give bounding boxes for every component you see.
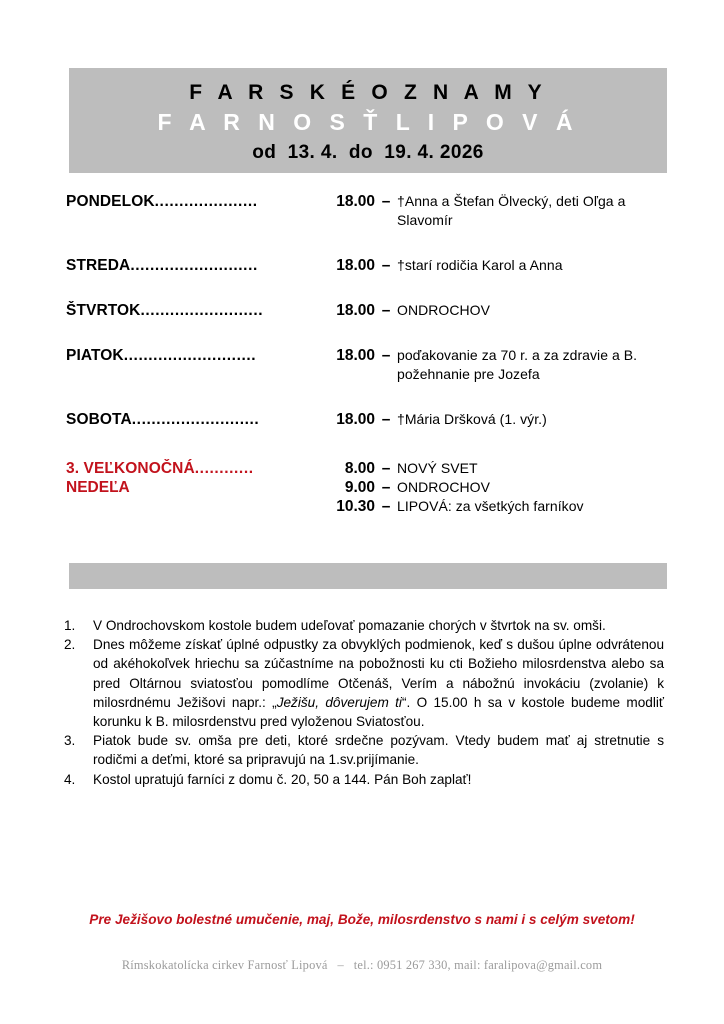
note-text-part: V Ondrochovskom kostole budem udeľovať pomazanie chorých v štvrtok na sv. omši.	[93, 618, 606, 633]
mass-time: 10.30	[336, 498, 375, 515]
footer-contact: Rímskokatolícka cirkev Farnosť Lipová – tel.: 0951 267 330, mail: faralipova@gmail.com	[121, 958, 603, 972]
list-item-text	[93, 635, 664, 731]
list-item-text	[93, 616, 664, 635]
day-name-second-line: NEDEĽA	[66, 479, 130, 496]
day-cell	[66, 301, 319, 320]
dash-separator: –	[381, 257, 391, 274]
section-divider-bar	[69, 563, 667, 589]
dot-leader: ..........................	[130, 257, 258, 274]
mass-time: 8.00	[344, 460, 375, 477]
schedule-row	[0, 346, 724, 384]
mass-schedule	[0, 192, 724, 516]
day-cell	[66, 459, 319, 478]
mass-time: 9.00	[344, 479, 375, 496]
day-cell	[66, 256, 319, 275]
schedule-row	[0, 410, 724, 429]
parish-title: F A R N O S Ť L I P O V Á	[157, 109, 579, 135]
dot-leader: ..........................	[131, 411, 260, 428]
list-item-text	[93, 770, 664, 789]
list-item-number: 3.	[64, 733, 76, 749]
schedule-row	[0, 301, 724, 320]
mass-intention: †starí rodičia Karol a Anna	[397, 257, 563, 273]
note-text-part: “. O 15.00 h sa v kostole budeme modliť korunku k B. milosrdenstvu pred vyloženou Sviatosťou.	[93, 694, 664, 730]
schedule-row	[0, 192, 724, 230]
dash-separator: –	[381, 460, 391, 477]
mass-intention: †Mária Dršková (1. výr.)	[397, 411, 547, 427]
mass-place: NOVÝ SVET	[397, 460, 478, 476]
dash-separator: –	[381, 302, 391, 319]
mass-intention: poďakovanie za 70 r. a za zdravie a B. požehnanie pre Jozefa	[397, 347, 638, 382]
list-item	[64, 635, 664, 731]
page-title: F A R S K É O Z N A M Y	[189, 81, 547, 104]
day-name: 3. VEĽKONOČNÁ	[66, 460, 195, 477]
list-item	[64, 616, 664, 635]
note-text-italic: Ježišu, dôverujem ti	[276, 694, 402, 710]
note-text-part: Piatok bude sv. omša pre deti, ktoré srdečne pozývam. Vtedy budem mať aj stretnutie s rodičmi a deťmi, ktoré sa pripravujú na 1.sv.prijímanie.	[93, 733, 664, 768]
day-name: STREDA	[66, 257, 131, 274]
dash-separator: –	[381, 479, 391, 496]
dot-leader: ...........................	[123, 347, 257, 364]
date-range: od 13. 4. do 19. 4. 2026	[252, 142, 484, 163]
mass-place: LIPOVÁ: za všetkých farníkov	[397, 498, 584, 514]
day-name: ŠTVRTOK	[66, 302, 141, 319]
mass-intention: ONDROCHOV	[397, 302, 491, 318]
mass-intention: †Anna a Štefan Ölvecký, deti Oľga a Slavomír	[397, 193, 626, 228]
mass-place: ONDROCHOV	[397, 479, 491, 495]
dot-leader: ............	[194, 460, 254, 477]
dot-leader: .........................	[140, 302, 264, 319]
schedule-row	[0, 256, 724, 275]
list-item	[64, 731, 664, 769]
note-text-part: Dnes môžeme získať úplné odpustky za obvyklých podmienok, keď s dušou úplne odvrátenou od akéhokoľvek hriechu sa zúčastníme na pobožnosti ku cti Božieho milosrdenstva alebo sa pred Oltárnou sviatosťou pomodlíme Otčenáš, Verím a nábožnú invokáciu (zvolanie) k milosrdnému Ježišovi napr.: „	[93, 637, 664, 710]
day-cell	[66, 192, 319, 211]
announcements-list	[64, 616, 664, 789]
sunday-mass-row	[0, 459, 724, 478]
dash-separator: –	[381, 411, 391, 428]
mass-time: 18.00	[336, 302, 375, 319]
note-text-part: Kostol upratujú farníci z domu č. 20, 50 a 144. Pán Boh zaplať!	[93, 771, 472, 787]
day-cell	[66, 410, 319, 429]
day-cell	[66, 346, 319, 365]
day-name: PIATOK	[66, 347, 124, 364]
header-banner	[69, 68, 667, 173]
dot-leader: .....................	[154, 193, 258, 210]
dash-separator: –	[381, 193, 391, 210]
list-item-number: 1.	[64, 618, 76, 633]
mass-time: 18.00	[336, 347, 375, 364]
mass-time: 18.00	[336, 193, 375, 210]
list-item-number: 2.	[64, 637, 76, 653]
dash-separator: –	[381, 347, 391, 364]
sunday-block	[0, 459, 724, 516]
sunday-mass-row	[0, 497, 724, 516]
mass-time: 18.00	[336, 257, 375, 274]
day-name: SOBOTA	[66, 411, 132, 428]
list-item	[64, 770, 664, 789]
dash-separator: –	[381, 498, 391, 515]
list-item-text	[93, 731, 664, 769]
day-name: PONDELOK	[66, 193, 155, 210]
mass-time: 18.00	[336, 411, 375, 428]
slogan-text: Pre Ježišovo bolestné umučenie, maj, Bože, milosrdenstvo s nami i s celým svetom!	[89, 912, 635, 927]
list-item-number: 4.	[64, 771, 76, 787]
